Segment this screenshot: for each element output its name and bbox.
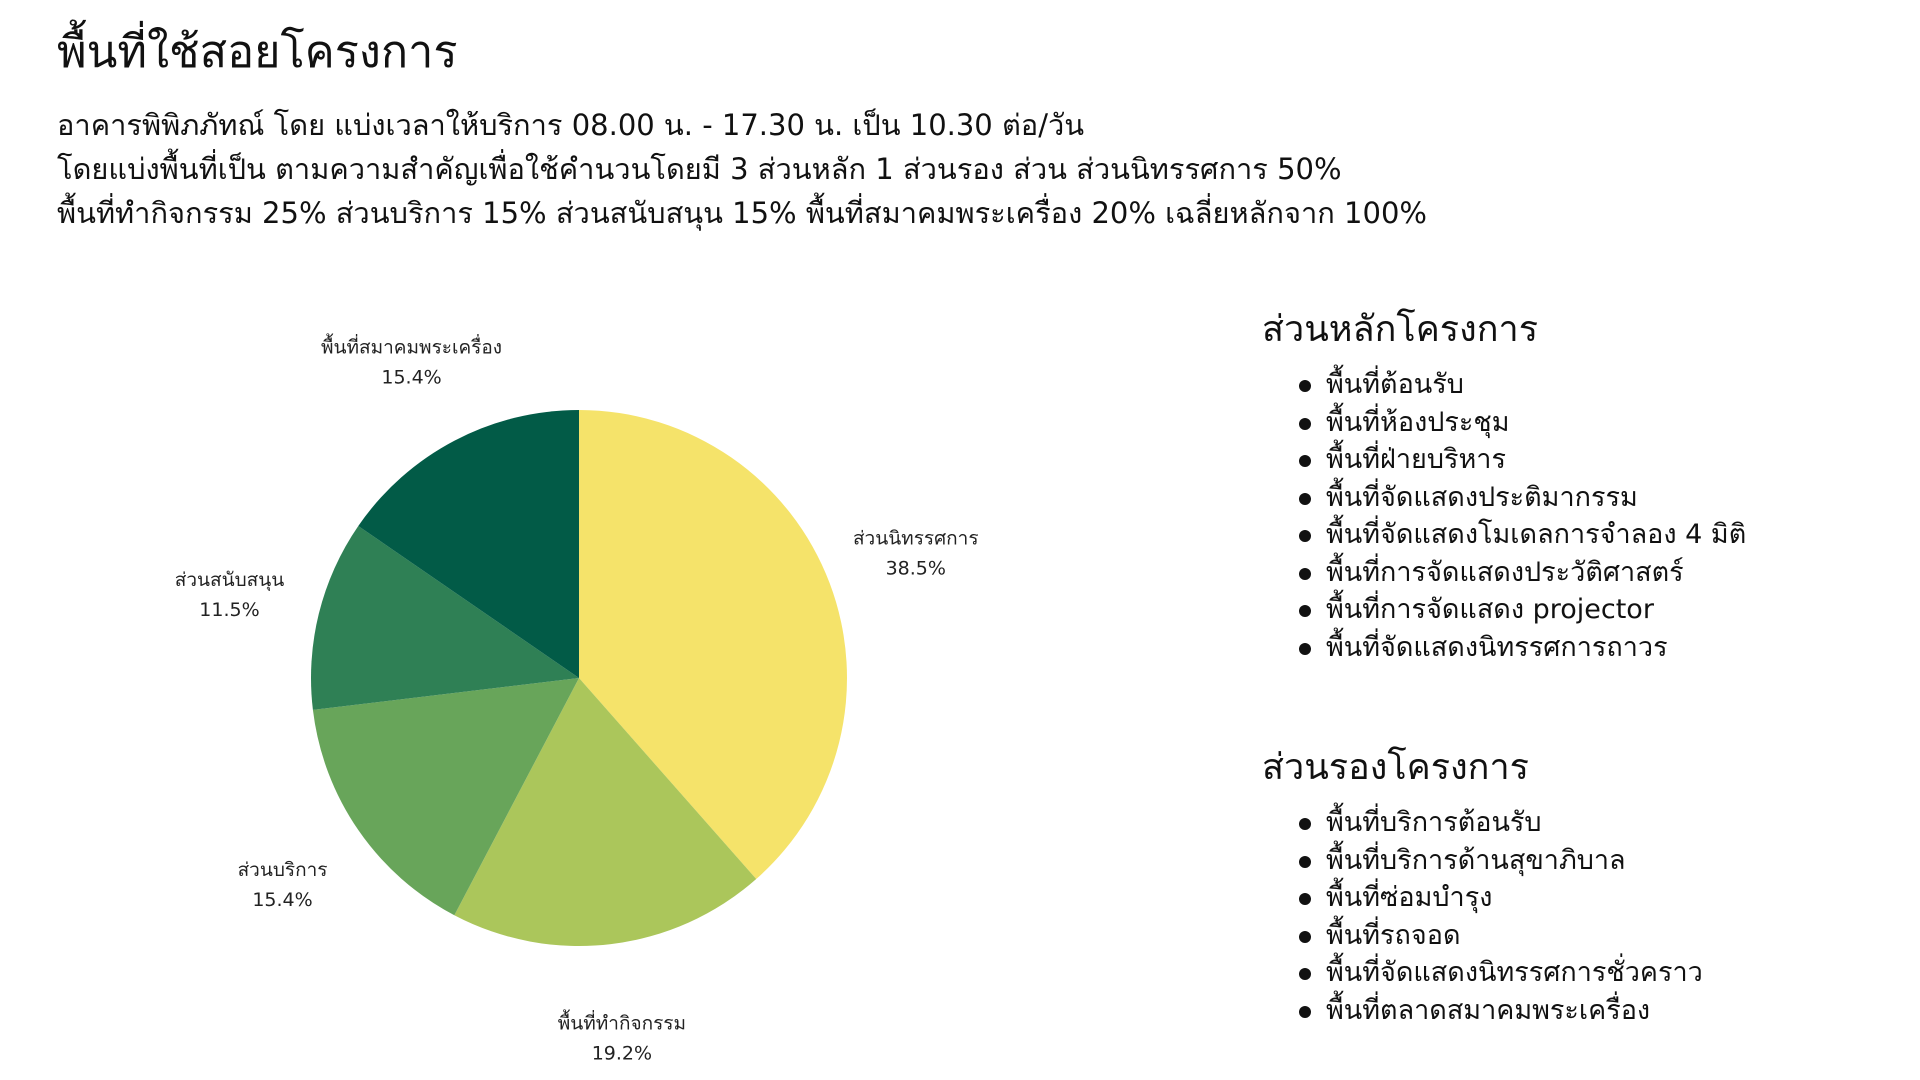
slice-value-2: 19.2% — [591, 1042, 653, 1065]
secondary-section-list — [1262, 804, 1902, 1029]
list-item — [1262, 917, 1902, 955]
bullet-icon — [1299, 493, 1311, 505]
list-item — [1262, 404, 1902, 442]
list-item-label: พื้นที่ต้อนรับ — [1326, 369, 1464, 400]
bullet-icon — [1299, 931, 1311, 943]
bullet-icon — [1299, 818, 1311, 830]
list-item-label: พื้นที่ซ่อมบำรุง — [1326, 882, 1493, 913]
list-item — [1262, 879, 1902, 917]
slice-label-3: ส่วนบริการ — [237, 859, 328, 882]
list-item-label: พื้นที่การจัดแสดง projector — [1326, 594, 1654, 625]
list-item — [1262, 441, 1902, 479]
list-item — [1262, 479, 1902, 517]
list-item-label: พื้นที่ตลาดสมาคมพระเครื่อง — [1326, 994, 1651, 1026]
bullet-icon — [1299, 530, 1311, 542]
list-item-label: พื้นที่บริการต้อนรับ — [1326, 807, 1542, 838]
bullet-icon — [1299, 643, 1311, 655]
list-item — [1262, 804, 1902, 842]
slice-label-2: พื้นที่ทำกิจกรรม — [557, 1012, 687, 1035]
slice-label-1: ส่วนนิทรรศการ — [852, 527, 979, 550]
list-item-label: พื้นที่บริการด้านสุขาภิบาล — [1326, 844, 1626, 876]
bullet-icon — [1299, 856, 1311, 868]
list-item — [1262, 516, 1902, 554]
intro-line-3: พื้นที่ทำกิจกรรม 25% ส่วนบริการ 15% ส่วนสนับสนุน 15% พื้นที่สมาคมพระเครื่อง 20% เฉลี่ยหลักจาก 100% — [57, 196, 1427, 230]
slice-value-5: 15.4% — [381, 366, 442, 389]
main-section-heading: ส่วนหลักโครงการ — [1262, 309, 1539, 350]
list-item-label: พื้นที่การจัดแสดงประวัติศาสตร์ — [1326, 556, 1684, 588]
slice-label-5: พื้นที่สมาคมพระเครื่อง — [320, 336, 503, 359]
bullet-icon — [1299, 380, 1311, 392]
pie-slices — [311, 410, 847, 946]
list-item — [1262, 554, 1902, 592]
bullet-icon — [1299, 605, 1311, 617]
slice-value-1: 38.5% — [885, 557, 946, 580]
list-item-label: พื้นที่จัดแสดงนิทรรศการชั่วคราว — [1326, 957, 1703, 988]
list-item-label: พื้นที่จัดแสดงประติมากรรม — [1326, 481, 1638, 513]
slice-value-3: 15.4% — [252, 889, 313, 912]
secondary-section-heading: ส่วนรองโครงการ — [1262, 747, 1530, 788]
list-item-label: พื้นที่ห้องประชุม — [1326, 406, 1510, 438]
page-title: พื้นที่ใช้สอยโครงการ — [57, 25, 458, 78]
intro-line-2: โดยแบ่งพื้นที่เป็น ตามความสำคัญเพื่อใช้คำนวนโดยมี 3 ส่วนหลัก 1 ส่วนรอง ส่วน ส่วนนิทรรศการ 50% — [57, 152, 1342, 186]
list-item — [1262, 842, 1902, 880]
bullet-icon — [1299, 418, 1311, 430]
secondary-section-panel — [1262, 742, 1902, 1029]
list-item — [1262, 954, 1902, 992]
list-item — [1262, 629, 1902, 667]
list-item-label: พื้นที่รถจอด — [1326, 919, 1461, 951]
intro-line-1: อาคารพิพิภภัทณ์ โดย แบ่งเวลาให้บริการ 08.00 น. - 17.30 น. เป็น 10.30 ต่อ/วัน — [57, 108, 1085, 142]
list-item-label: พื้นที่จัดแสดงนิทรรศการถาวร — [1326, 631, 1668, 663]
bullet-icon — [1299, 1006, 1311, 1018]
list-item — [1262, 366, 1902, 404]
slice-label-4: ส่วนสนับสนุน — [174, 568, 285, 591]
list-item — [1262, 992, 1902, 1030]
main-section-list — [1262, 366, 1902, 666]
main-section-panel — [1262, 304, 1902, 666]
list-item-label: พื้นที่ฝ่ายบริหาร — [1326, 444, 1506, 475]
bullet-icon — [1299, 568, 1311, 580]
bullet-icon — [1299, 968, 1311, 980]
list-item — [1262, 591, 1902, 629]
slice-value-4: 11.5% — [199, 598, 260, 621]
bullet-icon — [1299, 455, 1311, 467]
list-item-label: พื้นที่จัดแสดงโมเดลการจำลอง 4 มิติ — [1326, 519, 1747, 550]
bullet-icon — [1299, 893, 1311, 905]
